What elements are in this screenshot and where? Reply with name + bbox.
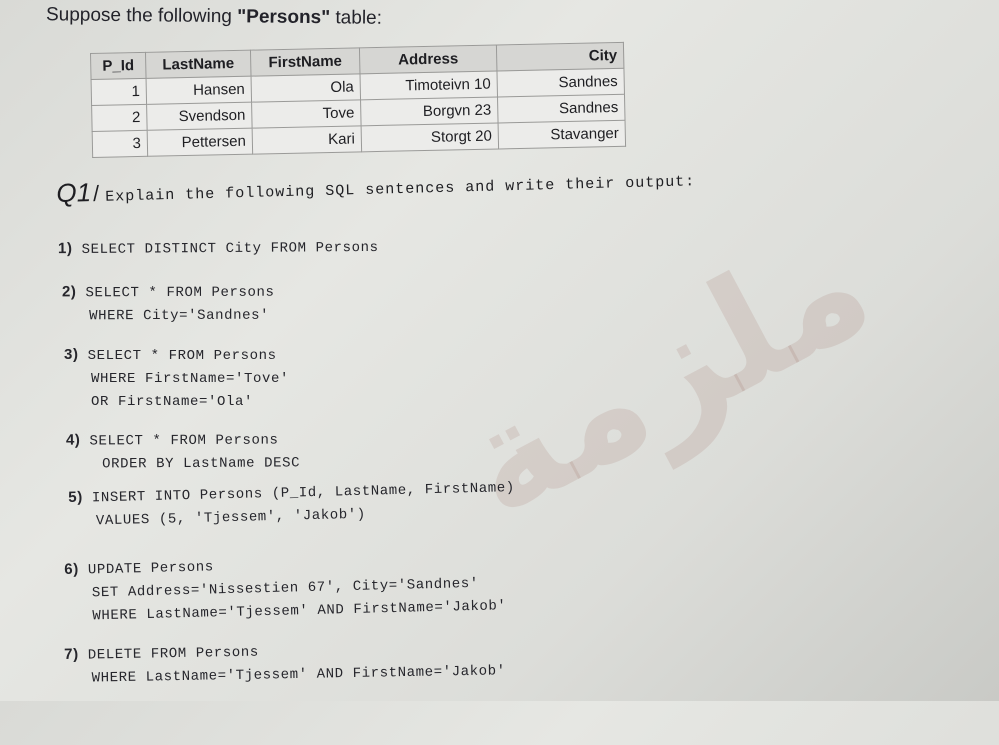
- statement-number: 6): [64, 560, 80, 578]
- sql-line: WHERE City='Sandnes': [89, 307, 270, 325]
- question-text: Explain the following SQL sentences and write their output:: [105, 173, 696, 206]
- sql-statement-1: [58, 235, 379, 262]
- sql-statement-6: [64, 547, 507, 629]
- column-header: P_Id: [91, 52, 147, 79]
- table-cell: Ola: [251, 74, 361, 102]
- sql-line: DELETE FROM Persons: [87, 644, 259, 664]
- statement-number: 1): [57, 240, 73, 258]
- sql-line: WHERE FirstName='Tove': [91, 371, 290, 387]
- table-cell: 2: [92, 104, 148, 131]
- question-number: Q1: [56, 177, 92, 208]
- column-header: LastName: [145, 50, 251, 78]
- statement-number: 3): [64, 346, 79, 363]
- table-cell: Sandnes: [497, 68, 625, 97]
- sql-line: VALUES (5, 'Tjessem', 'Jakob'): [95, 506, 367, 530]
- sql-line: WHERE LastName='Tjessem' AND FirstName='Jakob': [91, 663, 506, 687]
- statement-number: 2): [61, 283, 77, 301]
- sql-line: SET Address='Nissestien 67', City='Sandnes': [91, 575, 480, 602]
- question-slash: /: [92, 180, 100, 207]
- table-cell: Borgvn 23: [361, 97, 499, 126]
- table-cell: Stavanger: [498, 120, 626, 149]
- sql-line: ORDER BY LastName DESC: [102, 455, 301, 473]
- sql-statement-4: [66, 427, 300, 476]
- persons-table: [90, 42, 626, 158]
- sql-line: SELECT * FROM Persons: [87, 348, 277, 364]
- sql-line: INSERT INTO Persons (P_Id, LastName, FirstName): [91, 480, 516, 507]
- sql-statement-3: [64, 343, 289, 414]
- sql-line: OR FirstName='Ola': [91, 394, 254, 410]
- sql-statement-5: [68, 475, 516, 534]
- sql-line: UPDATE Persons: [87, 559, 215, 579]
- sql-statement-7: [64, 635, 506, 691]
- table-cell: Hansen: [146, 76, 252, 104]
- column-header: Address: [359, 45, 497, 74]
- table-cell: Kari: [252, 126, 362, 154]
- sql-line: WHERE LastName='Tjessem' AND FirstName='Jakob': [92, 598, 507, 625]
- table-cell: Svendson: [147, 102, 253, 130]
- table-cell: 3: [92, 130, 148, 157]
- table-cell: Storgt 20: [361, 123, 499, 152]
- table-cell: Timoteivn 10: [360, 71, 498, 100]
- statement-number: 5): [68, 488, 84, 506]
- heading-table-name: "Persons": [237, 6, 331, 29]
- table-cell: Pettersen: [147, 128, 253, 156]
- statement-number: 4): [65, 431, 81, 449]
- question-heading: [56, 161, 695, 209]
- heading-suffix: table:: [330, 7, 383, 29]
- column-header: FirstName: [250, 48, 360, 76]
- watermark: ملزمة: [434, 196, 897, 553]
- sql-line: SELECT DISTINCT City FROM Persons: [81, 239, 379, 258]
- heading-prefix: Suppose the following: [45, 4, 238, 28]
- statement-number: 7): [64, 645, 79, 663]
- sql-line: SELECT * FROM Persons: [85, 284, 275, 302]
- table-cell: Tove: [252, 100, 362, 128]
- table-cell: 1: [91, 78, 147, 105]
- column-header: City: [496, 42, 624, 71]
- sql-statement-2: [62, 280, 275, 329]
- sql-line: SELECT * FROM Persons: [89, 432, 279, 450]
- table-cell: Sandnes: [498, 94, 626, 123]
- page-heading: [46, 4, 382, 30]
